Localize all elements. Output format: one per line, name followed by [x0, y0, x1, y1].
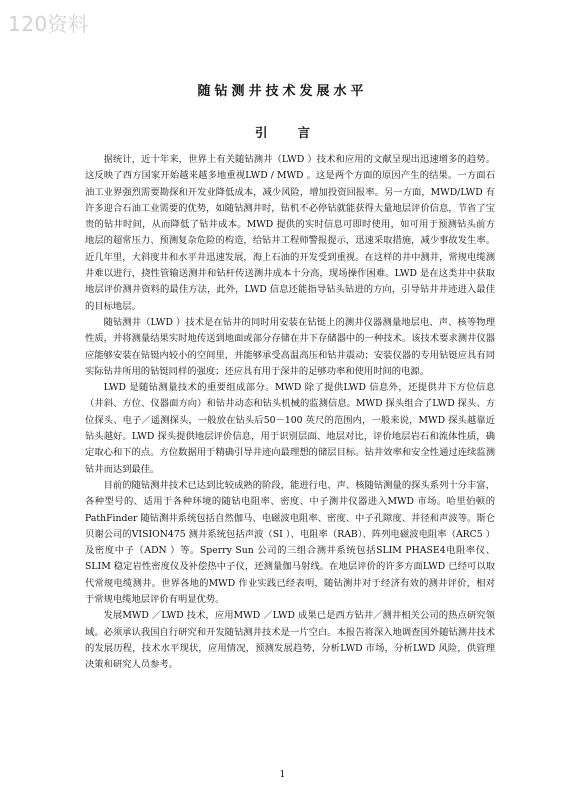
paragraph: 据统计，近十年来，世界上有关随钻测井（LWD ）技术和应用的文献呈现出迅速增多的趋势。这反映了西方国家开始越来越多地重视LWD / MWD 。这是两个方面的原因产生的结果。一方面石油工业界强烈需要勘探和开发业降低成本，减少风险，增加投资回报率。另一方面，MWD/LWD 有许多迎合石油工业需要的优势，如随钻测井时，钻机不必停钻就能获得大量地层评价信息，节省了宝贵的钻井时间，从而降低了钻井成本。MWD 提供的实时信息可即时使用，如可用于预测钻头前方地层的超常压力、预测复杂危险的构造，给钻井工程师警报提示，迅速采取措施，减少事故发生率。近几年里，大斜度井和水平井迅速发展，海上石油的开发受到重视。在这样的井中测井，常规电缆测井难以进行，挠性管输送测井和钻杆传送测井成本十分高，现场操作困难。LWD 是在这类井中获取地层评价测井资料的最佳方法，此外，LWD 信息还能指导钻头钻进的方向，引导钻井井迹进入最佳的目标地层。: [85, 154, 495, 312]
paragraph: 发展MWD ／LWD 技术，应用MWD ／LWD 成果已是西方钻井／测井相关公司的热点研究领域。必须承认我国自行研究和开发随钻测井技术是一片空白。本报告将深入地调查国外随钻测井技术的发展历程，技术水平现状，应用情况，预测发展趋势，分析LWD 市场，分析LWD 风险，供管理决策和研究人员参考。: [85, 610, 495, 671]
document-title: 随钻测井技术发展水平: [197, 84, 368, 99]
watermark-logo: 120资料: [8, 12, 89, 36]
body-text: [85, 152, 495, 674]
paragraph: LWD 是随钻测量技术的重要组成部分。MWD 除了提供LWD 信息外，还提供井下方位信息（井斜、方位、仪器面方向）和钻井动态和钻头机械的监测信息。MWD 探头组合了LWD 探头、方位探头、电子／遥测探头，一般放在钻头后50－100 英尺的范围内，一般来说，MWD 探头越靠近钻头越好。LWD 探头提供地层评价信息，用于识别层面、地层对比，评价地层岩石和流体性质，确定取心和下的点。方位数据用于精确引导井迹向最理想的储层目标。钻井效率和安全性通过连续监测钻井而达到最佳。: [85, 382, 495, 475]
paragraph: 随钻测井（LWD ）技术是在钻井的同时用安装在钻铤上的测井仪器测量地层电、声、核等物理性质，并将测量结果实时地传送到地面或部分存储在井下存储器中的一种技术。该技术要求测井仪器应能够安装在钻铤内较小的空间里，并能够承受高温高压和钻井震动；安装仪器的专用钻铤应具有同实际钻井所用的钻铤同样的强度；还应具有用于深井的足够功率和使用时间的电源。: [85, 316, 495, 377]
page-number: 1: [279, 770, 286, 780]
section-heading: 引言: [254, 125, 340, 140]
paragraph: 目前的随钻测井技术已达到比较成熟的阶段，能进行电、声、核随钻测量的探头系列十分丰富，各种型号的、适用于各种环境的随钻电阻率、密度、中子测井仪器进入MWD 市场。哈里伯顿的PathFinder 随钻测井系统包括自然伽马、电磁波电阻率、密度、中子孔隙度、井径和声波等。斯仑贝谢公司的VISION475 测井系统包括声波（SI ）、电阻率（RAB）、阵列电磁波电阻率（ARC5 ）及密度中子（ADN ）等。Sperry Sun 公司的三组合测井系统包括SLIM PHASE4电阻率仪、SLIM 稳定岩性密度仪及补偿热中子仪，还测量伽马射线。在地层评价的许多方面LWD 已经可以取代常规电缆测井。世界各地的MWD 作业实践已经表明，随钻测井对于经济有效的测井评价，相对于常规电缆地层评价有明显优势。: [85, 479, 495, 606]
